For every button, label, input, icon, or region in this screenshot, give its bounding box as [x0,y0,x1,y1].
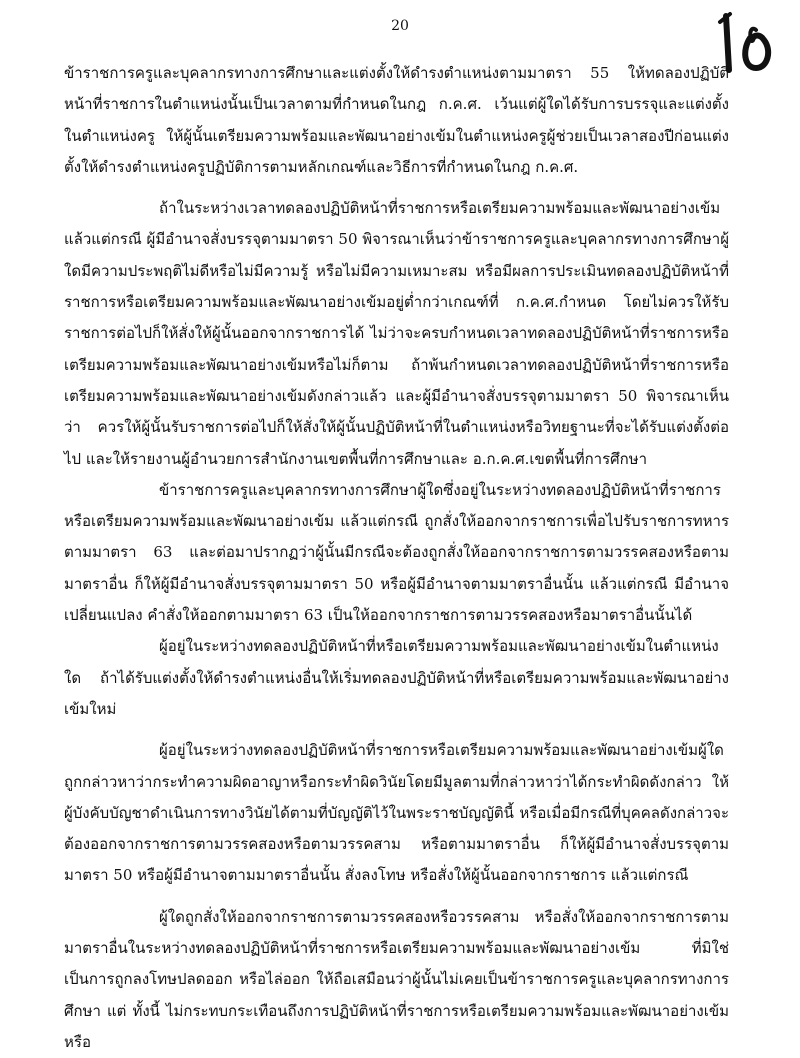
document-body [64,58,729,1058]
paragraph-dismissal-effect: ผู้ใดถูกสั่งให้ออกจากราชการตามวรรคสองหรือวรรคสาม หรือสั่งให้ออกจากราชการตามมาตราอื่นในระหว่างทดลองปฏิบัติหน้าที่ราชการหรือเตรียมความพร้อมและพัฒนาอย่างเข้ม ที่มิใช่เป็นการถูกลงโทษปลดออก หรือไล่ออก ให้ถือเสมือนว่าผู้นั้นไม่เคยเป็นข้าราชการครูและบุคลากรทางการศึกษา แต่ ทั้งนี้ ไม่กระทบกระเทือนถึงการปฏิบัติหน้าที่ราชการหรือเตรียมความพร้อมและพัฒนาอย่างเข้ม หรือ [64,907,729,1051]
paragraph-probation-removal: ถ้าในระหว่างเวลาทดลองปฏิบัติหน้าที่ราชการหรือเตรียมความพร้อมและพัฒนาอย่างเข้ม แล้วแต่กรณี ผู้มีอำนาจสั่งบรรจุตามมาตรา 50 พิจารณาเห็นว่าข้าราชการครูและบุคลากรทางการศึกษาผู้ใดมีความประพฤติไม่ดีหรือไม่มีความรู้ หรือไม่มีความเหมาะสม หรือมีผลการประเมินทดลองปฏิบัติหน้าที่ราชการหรือเตรียมความพร้อมและพัฒนาอย่างเข้มอยู่ต่ำกว่าเกณฑ์ที่ ก.ค.ศ.กำหนด โดยไม่ควรให้รับราชการต่อไปก็ให้สั่งให้ผู้นั้นออกจากราชการได้ ไม่ว่าจะครบกำหนดเวลาทดลองปฏิบัติหน้าที่ราชการหรือเตรียมความพร้อมและพัฒนาอย่างเข้มหรือไม่ก็ตาม ถ้าพ้นกำหนดเวลาทดลองปฏิบัติหน้าที่ราชการหรือเตรียมความพร้อมและพัฒนาอย่างเข้มดังกล่าวแล้ว และผู้มีอำนาจสั่งบรรจุตามมาตรา 50 พิจารณาเห็นว่า ควรให้ผู้นั้นรับราชการต่อไปก็ให้สั่งให้ผู้นั้นปฏิบัติหน้าที่ในตำแหน่งหรือวิทยฐานะที่จะได้รับแต่งตั้งต่อไป และให้รายงานผู้อำนวยการสำนักงานเขตพื้นที่การศึกษาและ อ.ก.ค.ศ.เขตพื้นที่การศึกษา [64,199,729,468]
paragraph-disciplinary: ผู้อยู่ในระหว่างทดลองปฏิบัติหน้าที่ราชการหรือเตรียมความพร้อมและพัฒนาอย่างเข้มผู้ใดถูกกล่าวหาว่ากระทำความผิดอาญาหรือกระทำผิดวินัยโดยมีมูลตามที่กล่าวหาว่าได้กระทำผิดดังกล่าว ให้ผู้บังคับบัญชาดำเนินการทางวินัยได้ตามที่บัญญัติไว้ในพระราชบัญญัตินี้ หรือเมื่อมีกรณีที่บุคคลดังกล่าวจะต้องออกจากราชการตามวรรคสองหรือตามวรรคสาม หรือตามมาตราอื่น ก็ให้ผู้มีอำนาจสั่งบรรจุตาม มาตรา 50 หรือผู้มีอำนาจตามมาตราอื่นนั้น สั่งลงโทษ หรือสั่งให้ผู้นั้นออกจากราชการ แล้วแต่กรณี [64,741,729,885]
page-number: 20 [391,18,409,34]
paragraph-continuation: ข้าราชการครูและบุคลากรทางการศึกษาและแต่งตั้งให้ดำรงตำแหน่งตามมาตรา 55 ให้ทดลองปฏิบัติหน้าที่ราชการในตำแหน่งนั้นเป็นเวลาตามที่กำหนดในกฎ ก.ค.ศ. เว้นแต่ผู้ใดได้รับการบรรจุและแต่งตั้งในตำแหน่งครู ให้ผู้นั้นเตรียมความพร้อมและพัฒนาอย่างเข้มในตำแหน่งครูผู้ช่วยเป็นเวลาสองปีก่อนแต่งตั้งให้ดำรงตำแหน่งครูปฏิบัติการตามหลักเกณฑ์และวิธีการที่กำหนดในกฎ ก.ค.ศ. [64,64,729,176]
paragraph-military-service: ข้าราชการครูและบุคลากรทางการศึกษาผู้ใดซึ่งอยู่ในระหว่างทดลองปฏิบัติหน้าที่ราชการหรือเตรียมความพร้อมและพัฒนาอย่างเข้ม แล้วแต่กรณี ถูกสั่งให้ออกจากราชการเพื่อไปรับราชการทหารตามมาตรา 63 และต่อมาปรากฏว่าผู้นั้นมีกรณีจะต้องถูกสั่งให้ออกจากราชการตามวรรคสองหรือตามมาตราอื่น ก็ให้ผู้มีอำนาจสั่งบรรจุตามมาตรา 50 หรือผู้มีอำนาจตามมาตราอื่นนั้น แล้วแต่กรณี มีอำนาจเปลี่ยนแปลง คำสั่งให้ออกตามมาตรา 63 เป็นให้ออกจากราชการตามวรรคสองหรือมาตราอื่นนั้นได้ [64,480,729,625]
paragraph-new-position: ผู้อยู่ในระหว่างทดลองปฏิบัติหน้าที่หรือเตรียมความพร้อมและพัฒนาอย่างเข้มในตำแหน่งใด ถ้าได้รับแต่งตั้งให้ดำรงตำแหน่งอื่นให้เริ่มทดลองปฏิบัติหน้าที่หรือเตรียมความพร้อมและพัฒนาอย่างเข้มใหม่ [64,637,729,718]
